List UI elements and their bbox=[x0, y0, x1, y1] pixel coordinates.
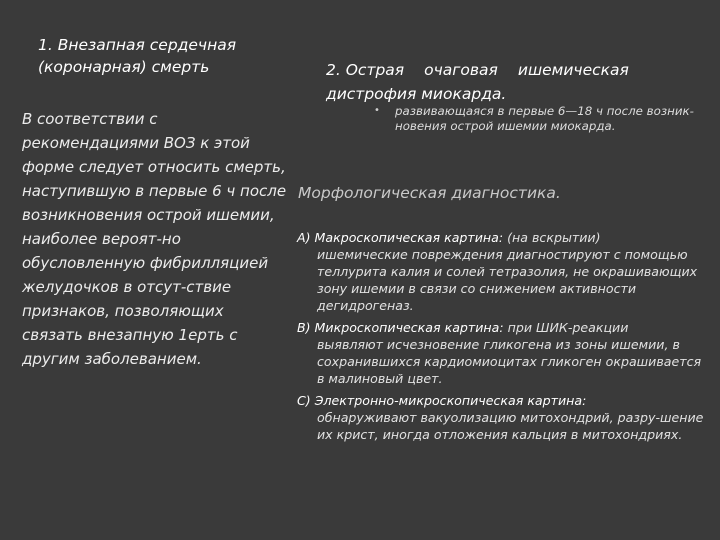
section-a-note: (на вскрытии) bbox=[503, 230, 601, 245]
section-c-body: обнаруживают вакуолизацию митохондрий, разру-шение их крист, иногда отложения кальция в митохондриях. bbox=[317, 410, 704, 442]
section-c-label: С) Электронно-микроскопическая картина: bbox=[297, 393, 587, 408]
section-b-body: выявляют исчезновение гликогена из зоны ишемии, в сохранившихся кардиомиоцитах гликоген окрашивается в малиновый цвет. bbox=[317, 337, 702, 386]
section-a-label: А) Макроскопическая картина: bbox=[297, 230, 504, 245]
section-a-body: ишемические повреждения диагностируют с помощью теллурита калия и солей тетразолия, не окрашивающих зону ишемии в связи со снижением активности дегидрогеназ. bbox=[317, 247, 698, 313]
right-title-word-2: очаговая bbox=[424, 61, 498, 79]
section-a-heading bbox=[297, 229, 717, 246]
right-title bbox=[326, 58, 706, 106]
bullet-icon: • bbox=[374, 105, 380, 116]
section-b-heading bbox=[297, 319, 717, 336]
section-b-note: при ШИК-реакции bbox=[503, 320, 629, 335]
section-b-label: В) Микроскопическая картина: bbox=[297, 320, 504, 335]
morphology-heading: Морфологическая диагностика. bbox=[298, 184, 561, 202]
right-title-word-3: ишемическая bbox=[517, 61, 629, 79]
right-title-word-4: дистрофия миокарда. bbox=[326, 85, 507, 103]
left-body-text: В соответствии с рекомендациями ВОЗ к этой форме следует относить смерть, наступившую в первые 6 ч после возникновения острой ишемии, наиболее вероят-но обусловленную фибрилляцией желудочков в отсут-ствие признаков, позволяющих связать внезапную 1ерть с другим заболеванием. bbox=[22, 110, 287, 368]
left-title: 1. Внезапная сердечная (коронарная) смерть bbox=[38, 36, 237, 76]
right-title-word-1: 2. Острая bbox=[326, 61, 405, 79]
bullet-text: развивающаяся в первые 6—18 ч после возник-новения острой ишемии миокарда. bbox=[395, 104, 694, 133]
section-c-heading bbox=[297, 392, 717, 409]
